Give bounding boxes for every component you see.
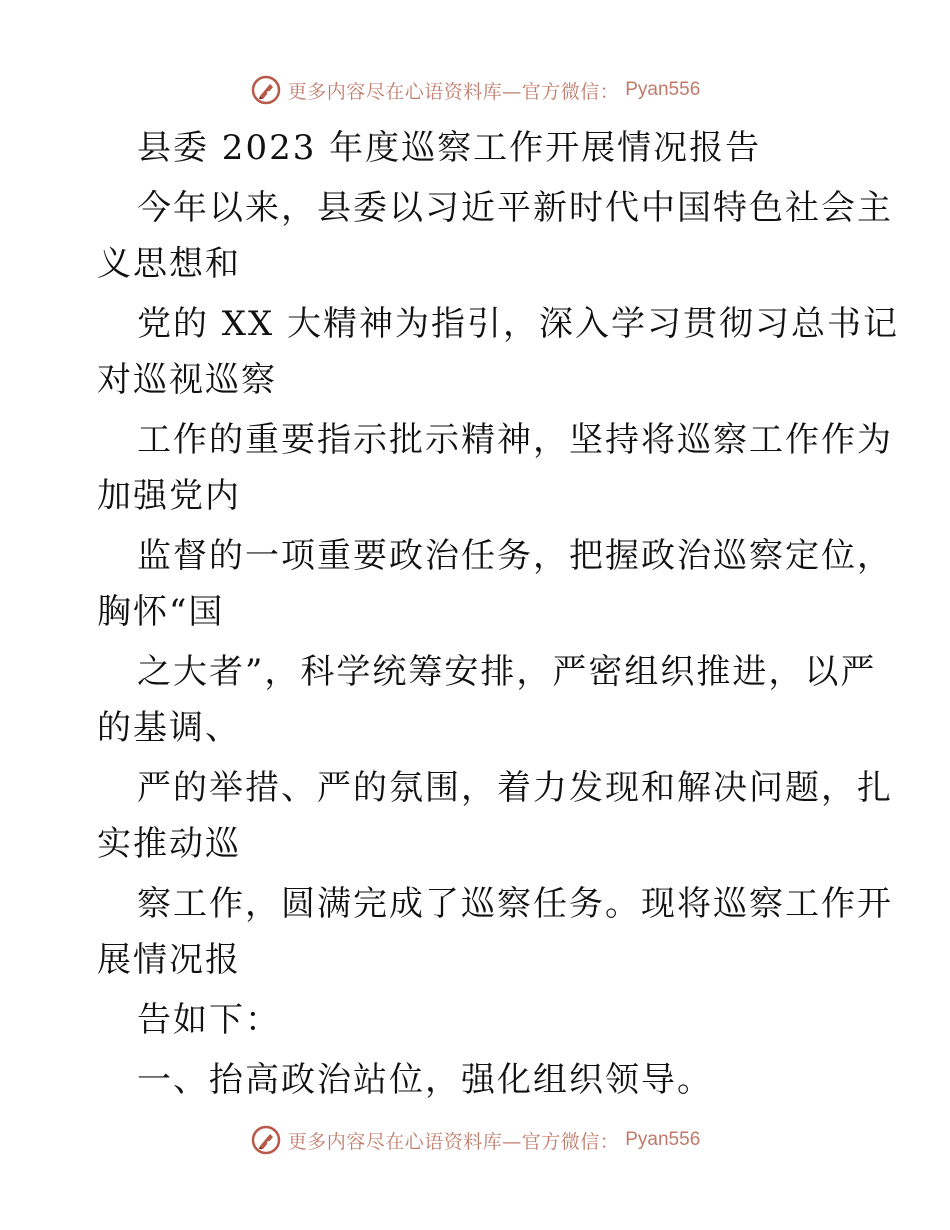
paragraph-line: 对巡视巡察: [97, 360, 277, 400]
paragraph-line: 告如下：: [137, 1000, 281, 1040]
paragraph-line: 实推动巡: [97, 824, 241, 864]
watermark-text: 更多内容尽在心语资料库—官方微信：: [287, 1130, 620, 1153]
paragraph-line: 之大者”，科学统筹安排，严密组织推进，以严: [137, 652, 877, 692]
paragraph-line: 察工作，圆满完成了巡察任务。现将巡察工作开: [137, 884, 893, 924]
paragraph-line: 今年以来，县委以习近平新时代中国特色社会主: [137, 188, 893, 228]
pen-logo-icon: [250, 1124, 282, 1156]
watermark-wechat-id: Pyan556: [625, 1129, 701, 1150]
watermark-group: [250, 1124, 701, 1156]
paragraph-line: 展情况报: [97, 940, 241, 980]
paragraph-line: 义思想和: [97, 244, 241, 284]
watermark-text: 更多内容尽在心语资料库—官方微信：: [287, 80, 620, 103]
watermark-wechat-id: Pyan556: [625, 79, 701, 100]
paragraph-line: 严的举措、严的氛围，着力发现和解决问题，扎: [137, 768, 893, 808]
header-watermark: [0, 68, 950, 112]
paragraph-line: 工作的重要指示批示精神，坚持将巡察工作作为: [137, 420, 893, 460]
paragraph-line: 监督的一项重要政治任务，把握政治巡察定位，: [137, 536, 893, 576]
watermark-group: [250, 74, 701, 106]
footer-watermark: [0, 1118, 950, 1162]
paragraph-line: 胸怀“国: [97, 592, 225, 632]
document-title: 县委 2023 年度巡察工作开展情况报告: [137, 128, 762, 168]
paragraph-line: 党的 XX 大精神为指引，深入学习贯彻习总书记: [137, 304, 900, 344]
section-heading: 一、抬高政治站位，强化组织领导。: [137, 1060, 713, 1100]
pen-logo-icon: [250, 74, 282, 106]
paragraph-line: 的基调、: [97, 708, 241, 748]
paragraph-line: 加强党内: [97, 476, 241, 516]
